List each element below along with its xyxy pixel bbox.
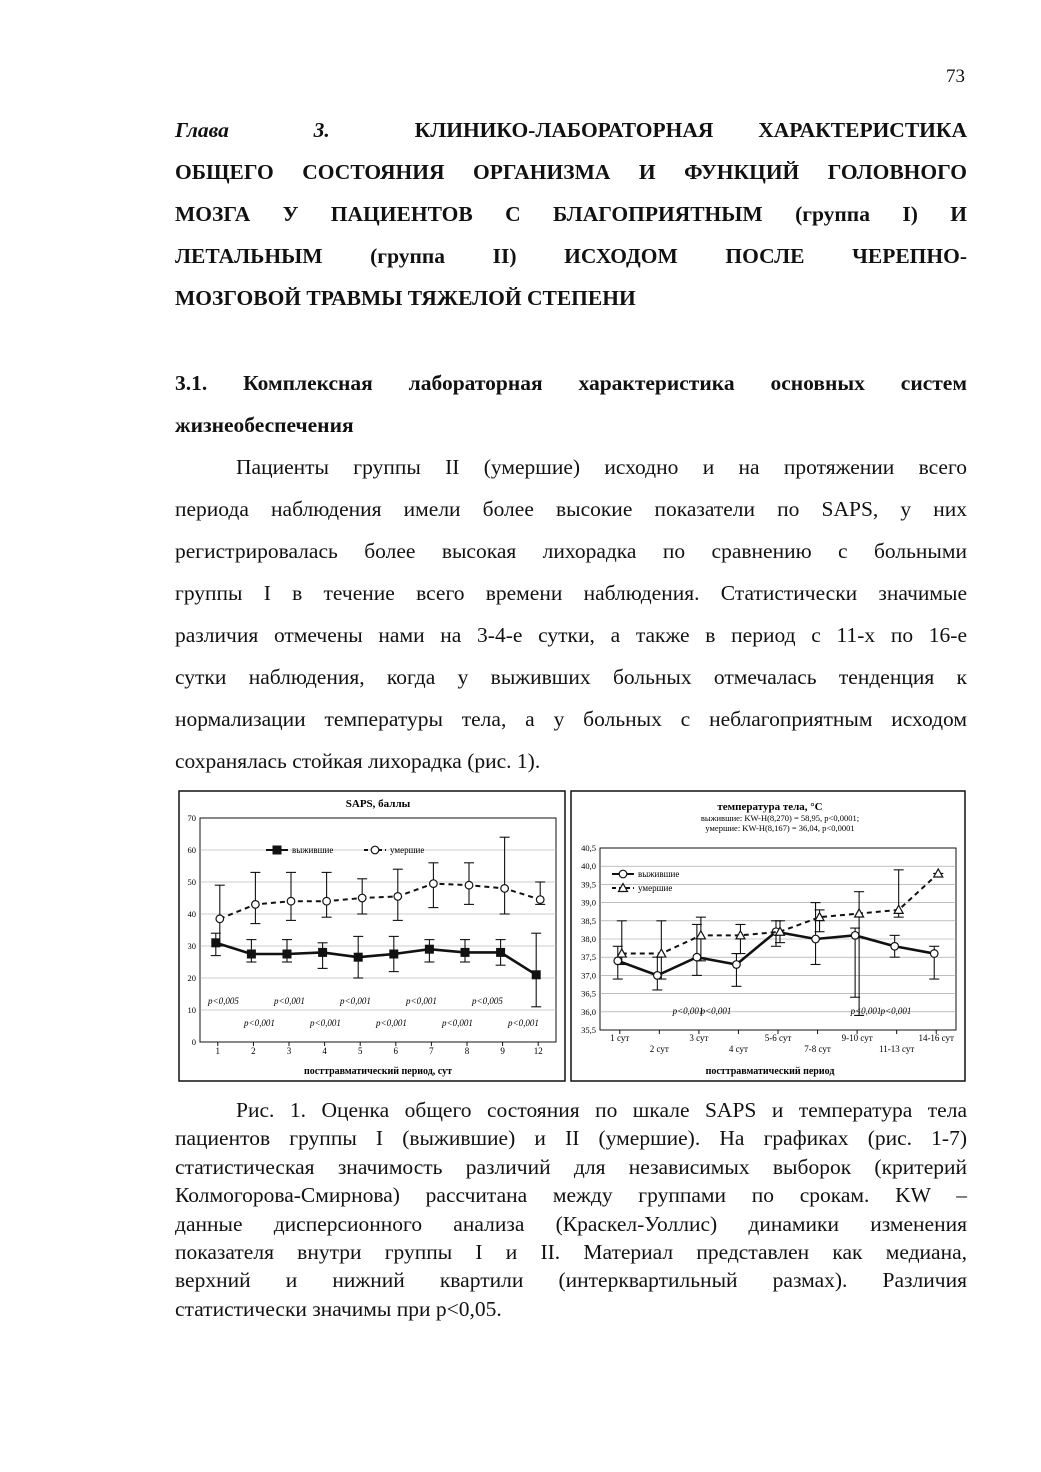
data-point: [273, 846, 282, 855]
paragraph-line: сохранялась стойкая лихорадка (рис. 1).: [175, 749, 541, 773]
data-point: [318, 948, 327, 957]
x-tick-label: 4: [322, 1046, 327, 1056]
chapter-title-line: ЛЕТАЛЬНЫМ (группа II) ИСХОДОМ ПОСЛЕ ЧЕРЕПНО-: [175, 244, 967, 268]
data-point: [536, 896, 544, 904]
saps-chart: [178, 790, 566, 1082]
y-tick-label: 38,5: [581, 915, 596, 926]
significance-label: p<0,001: [508, 1018, 539, 1028]
y-tick-label: 39,0: [581, 897, 596, 908]
significance-label: p<0,005: [472, 996, 503, 1006]
x-tick-label: 7-8 сут: [804, 1044, 831, 1054]
x-tick-label: 9-10 сут: [841, 1033, 873, 1043]
caption-line: статистически значимы при p<0,05.: [175, 1297, 502, 1321]
paragraph-line: регистрировалась более высокая лихорадка по сравнению с больными: [175, 539, 967, 563]
x-tick-label: 12: [533, 1046, 543, 1056]
caption-line: показателя внутри группы I и II. Материал представлен как медиана,: [175, 1240, 967, 1264]
y-tick-label: 36,0: [581, 1006, 596, 1017]
caption-line: пациентов группы I (выжившие) и II (умершие). На графиках (рис. 1-7): [175, 1126, 967, 1150]
caption-line: верхний и нижний квартили (интерквартильный размах). Различия: [175, 1268, 967, 1292]
data-point: [283, 950, 292, 959]
chapter-title-line: КЛИНИКО-ЛАБОРАТОРНАЯ ХАРАКТЕРИСТИКА: [414, 118, 968, 142]
paragraph-line: Пациенты группы II (умершие) исходно и на протяжении всего: [236, 455, 967, 479]
y-tick-label: 40,5: [581, 843, 596, 853]
caption-line: Колмогорова-Смирнова) рассчитана между группами по срокам. KW –: [175, 1183, 967, 1207]
data-point: [501, 885, 509, 893]
significance-label: p<0,001: [274, 996, 305, 1006]
x-tick-label: 6: [393, 1046, 399, 1056]
data-point: [389, 950, 398, 959]
data-point: [425, 945, 434, 954]
data-point: [496, 948, 505, 957]
significance-label: p<0,001: [244, 1018, 275, 1028]
significance-label: p<0,001: [700, 1006, 732, 1016]
data-point: [354, 953, 363, 962]
legend-label: умершие: [638, 883, 673, 893]
data-point: [930, 950, 938, 958]
data-point: [252, 901, 260, 909]
section-heading-line: 3.1. Комплексная лабораторная характеристика основных систем: [175, 371, 967, 395]
y-tick-label: 37,0: [581, 970, 596, 981]
significance-label: p<0,001: [376, 1018, 407, 1028]
caption-line: статистическая значимость различий для независимых выборок (критерий: [175, 1155, 967, 1179]
chart-title: SAPS, баллы: [345, 798, 411, 810]
x-tick-label: 11-13 сут: [879, 1044, 915, 1054]
significance-label: p<0,005: [208, 996, 239, 1006]
chapter-number: 3.: [313, 118, 330, 142]
chapter-title-line: МОЗГОВОЙ ТРАВМЫ ТЯЖЕЛОЙ СТЕПЕНИ: [175, 286, 636, 310]
section-heading-line: жизнеобеспечения: [175, 413, 354, 437]
chart-title: температура тела, °С: [717, 801, 823, 813]
y-tick-label: 40,0: [581, 861, 596, 872]
paragraph-line: различия отмечены нами на 3-4-е сутки, а также в период с 11-х по 16-е: [175, 623, 967, 647]
data-point: [619, 870, 627, 878]
paragraph-line: нормализации температуры тела, а у больных с неблагоприятным исходом: [175, 707, 967, 731]
significance-label: p<0,001: [850, 1006, 882, 1016]
data-point: [430, 880, 438, 888]
y-tick-label: 10: [187, 1005, 196, 1015]
x-tick-label: 2: [251, 1046, 256, 1056]
y-tick-label: 37,5: [581, 952, 596, 963]
x-tick-label: 4 сут: [728, 1044, 748, 1054]
data-point: [465, 881, 473, 889]
legend-label: выжившие: [292, 845, 334, 855]
data-point: [532, 970, 541, 979]
x-tick-label: 7: [429, 1046, 434, 1056]
y-tick-label: 70: [187, 813, 196, 823]
x-tick-label: 1: [215, 1046, 221, 1056]
data-point: [287, 897, 295, 905]
significance-label: p<0,001: [406, 996, 437, 1006]
data-point: [693, 953, 701, 961]
data-point: [733, 961, 741, 969]
legend-label: выжившие: [638, 869, 680, 879]
y-tick-label: 0: [191, 1037, 196, 1047]
x-tick-label: 5-6 сут: [764, 1033, 792, 1043]
x-tick-label: 3: [286, 1046, 292, 1056]
chapter-title-line: ОБЩЕГО СОСТОЯНИЯ ОРГАНИЗМА И ФУНКЦИЙ ГОЛОВНОГО: [175, 160, 967, 184]
data-point: [371, 846, 379, 854]
y-tick-label: 30: [187, 941, 196, 951]
y-tick-label: 50: [187, 877, 196, 887]
paragraph-line: сутки наблюдения, когда у выживших больных отмечалась тенденция к: [175, 665, 967, 689]
y-tick-label: 40: [187, 909, 196, 919]
caption-line: данные дисперсионного анализа (Краскел-Уоллис) динамики изменения: [175, 1212, 967, 1236]
data-point: [358, 894, 366, 902]
chapter-label: Глава: [175, 118, 229, 142]
caption-line: Рис. 1. Оценка общего состояния по шкале SAPS и температура тела: [236, 1098, 967, 1122]
paragraph-line: периода наблюдения имели более высокие показатели по SAPS, у них: [175, 497, 967, 521]
significance-label: p<0,001: [310, 1018, 341, 1028]
y-tick-label: 35,5: [581, 1025, 596, 1035]
temperature-chart: [570, 790, 966, 1082]
data-point: [323, 897, 331, 905]
significance-label: p<0,001: [672, 1006, 704, 1016]
significance-label: p<0,001: [880, 1006, 912, 1016]
page-number: 73: [946, 66, 965, 87]
x-tick-label: 5: [357, 1046, 363, 1056]
x-axis-label: посттравматический период, сут: [303, 1066, 453, 1077]
x-tick-label: 14-16 сут: [918, 1033, 955, 1043]
x-tick-label: 9: [500, 1046, 505, 1056]
chart-subtitle: выжившие: KW-H(8,270) = 58,95, p<0,0001;: [700, 813, 860, 823]
data-point: [461, 948, 470, 957]
data-point: [891, 942, 899, 950]
y-tick-label: 36,5: [581, 988, 596, 999]
x-axis-label: посттравматический период: [705, 1066, 835, 1077]
legend-label: умершие: [390, 845, 425, 855]
data-point: [812, 935, 820, 943]
data-point: [851, 932, 859, 940]
x-tick-label: 1 сут: [610, 1033, 630, 1043]
data-point: [614, 957, 622, 965]
chapter-heading-line-1: [175, 109, 967, 151]
chapter-title-line: МОЗГА У ПАЦИЕНТОВ С БЛАГОПРИЯТНЫМ (группа I) И: [175, 202, 967, 226]
y-tick-label: 39,5: [581, 879, 596, 890]
x-tick-label: 3 сут: [689, 1033, 709, 1043]
y-tick-label: 38,0: [581, 934, 596, 944]
chart-subtitle: умершие: KW-H(8,167) = 36,04, p<0,0001: [705, 823, 855, 833]
data-point: [654, 972, 662, 980]
significance-label: p<0,001: [340, 996, 371, 1006]
data-point: [216, 915, 224, 923]
y-tick-label: 60: [187, 845, 196, 855]
x-tick-label: 2 сут: [649, 1044, 669, 1054]
data-point: [247, 950, 256, 959]
significance-label: p<0,001: [442, 1018, 473, 1028]
y-tick-label: 20: [187, 973, 196, 983]
chart-frame: [179, 791, 565, 1081]
paragraph-line: группы I в течение всего времени наблюдения. Статистически значимые: [175, 581, 967, 605]
x-tick-label: 8: [464, 1046, 470, 1056]
data-point: [394, 893, 402, 901]
